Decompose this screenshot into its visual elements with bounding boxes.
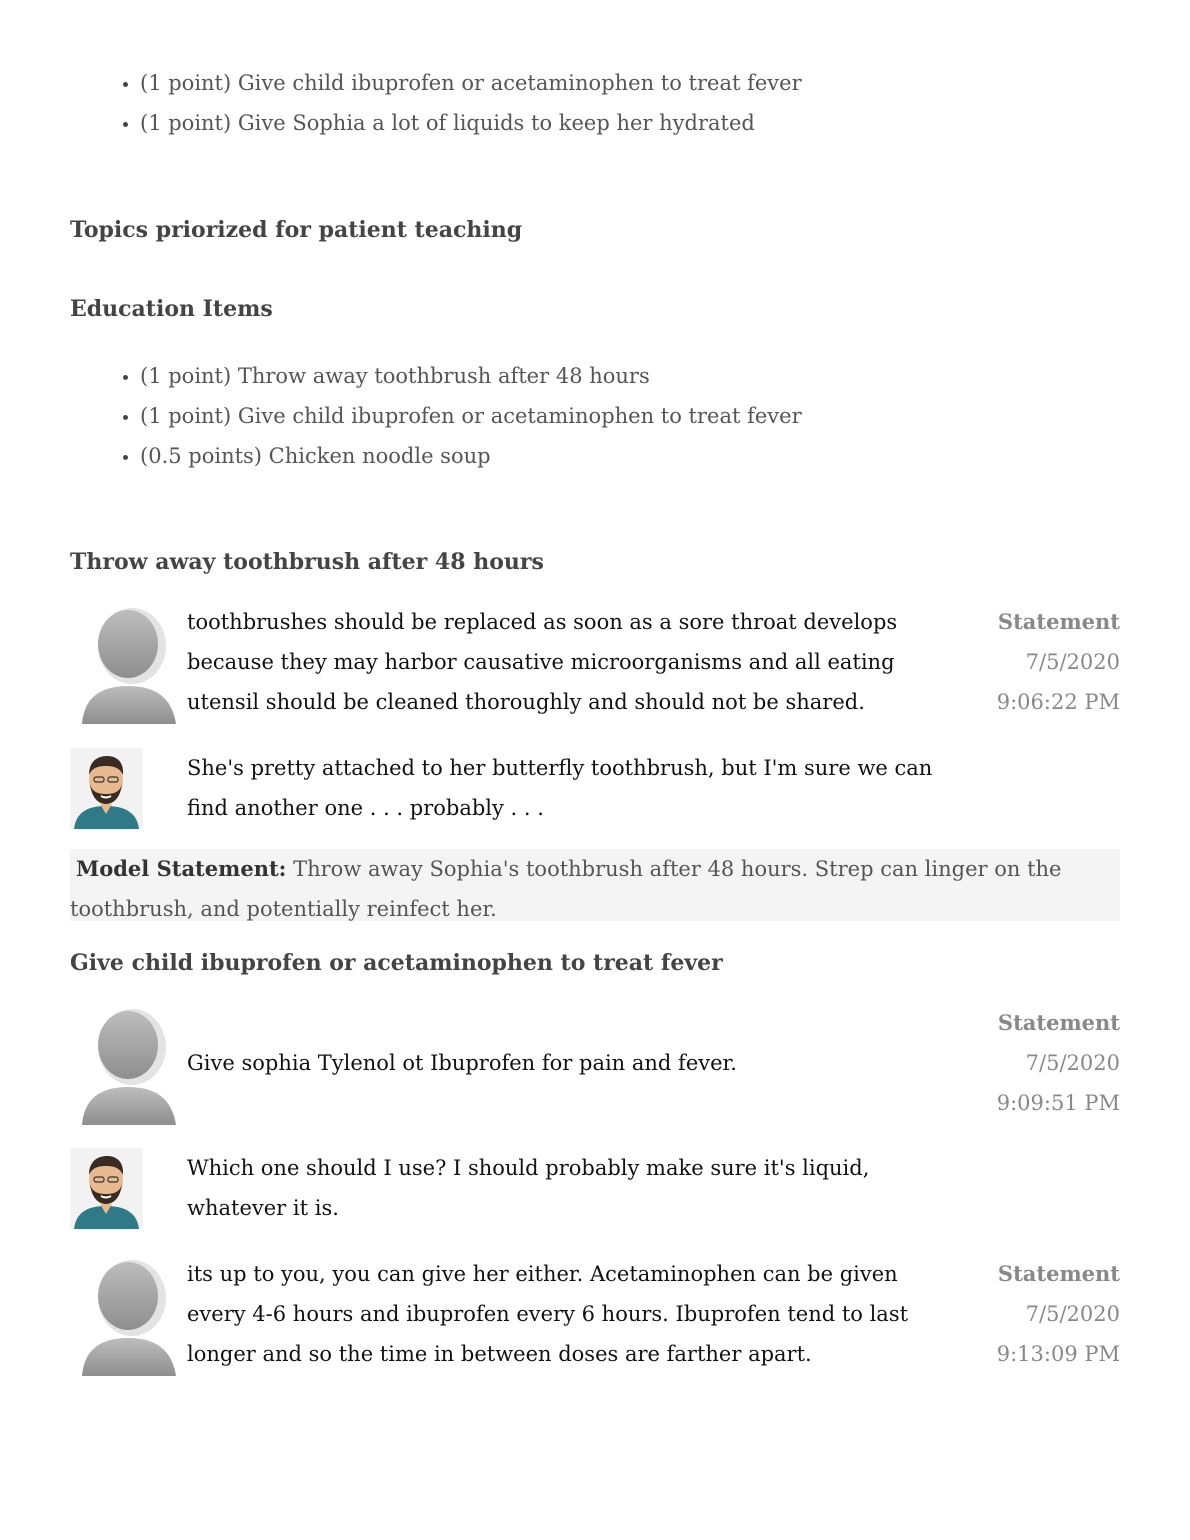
message-text: Which one should I use? I should probably make sure it's liquid, whatever it is. (187, 1156, 870, 1220)
student-message (70, 602, 1120, 724)
message-text: toothbrushes should be replaced as soon as a sore throat develops because they may harbor causative microorganisms and all eating utensil should be cleaned thoroughly and should not be shared. (187, 610, 898, 714)
message-meta (970, 602, 1120, 722)
list-item: • (1 point) Give child ibuprofen or acetaminophen to treat fever (140, 63, 802, 103)
message-date: 7/5/2020 (1025, 1051, 1120, 1075)
message-text: its up to you, you can give her either. Acetaminophen can be given every 4-6 hours and ibuprofen every 6 hours. Ibuprofen tend to last longer and so the time in between doses are farther apart. (187, 1262, 909, 1366)
list-item: • (1 point) Give Sophia a lot of liquids to keep her hydrated (140, 103, 802, 143)
message-date: 7/5/2020 (1025, 650, 1120, 674)
generic-user-avatar-icon (70, 1003, 182, 1125)
list-item: • (0.5 points) Chicken noodle soup (140, 436, 802, 476)
message-meta (970, 1254, 1120, 1374)
model-statement (70, 849, 1120, 921)
message-time: 9:06:22 PM (996, 690, 1120, 714)
model-statement-label: Model Statement: (76, 856, 287, 881)
top-point-list (70, 63, 802, 143)
message-date: 7/5/2020 (1025, 1302, 1120, 1326)
topics-heading: Topics priorized for patient teaching (70, 217, 523, 243)
generic-user-avatar-icon (70, 602, 182, 724)
patient-avatar-icon (70, 748, 143, 829)
list-item: • (1 point) Throw away toothbrush after 48 hours (140, 356, 802, 396)
model-statement-text: Throw away Sophia's toothbrush after 48 hours. Strep can linger on the toothbrush, and potentially reinfect her. (70, 857, 1062, 921)
message-text: Give sophia Tylenol ot Ibuprofen for pain and fever. (187, 1051, 737, 1075)
list-item: • (1 point) Give child ibuprofen or acetaminophen to treat fever (140, 396, 802, 436)
section-title: Throw away toothbrush after 48 hours (70, 549, 544, 575)
message-time: 9:09:51 PM (996, 1091, 1120, 1115)
student-message (70, 1003, 1120, 1125)
patient-message (70, 748, 1120, 830)
education-heading: Education Items (70, 296, 273, 322)
section-title: Give child ibuprofen or acetaminophen to treat fever (70, 950, 723, 976)
message-meta (970, 1003, 1120, 1123)
message-kind: Statement (997, 1261, 1120, 1286)
education-item-list (70, 356, 802, 476)
message-time: 9:13:09 PM (996, 1342, 1120, 1366)
message-kind: Statement (997, 1010, 1120, 1035)
message-kind: Statement (997, 609, 1120, 634)
message-text: She's pretty attached to her butterfly toothbrush, but I'm sure we can find another one . . . probably . . . (187, 756, 933, 820)
generic-user-avatar-icon (70, 1254, 182, 1376)
student-message (70, 1254, 1120, 1376)
patient-message (70, 1148, 1120, 1230)
patient-avatar-icon (70, 1148, 143, 1229)
